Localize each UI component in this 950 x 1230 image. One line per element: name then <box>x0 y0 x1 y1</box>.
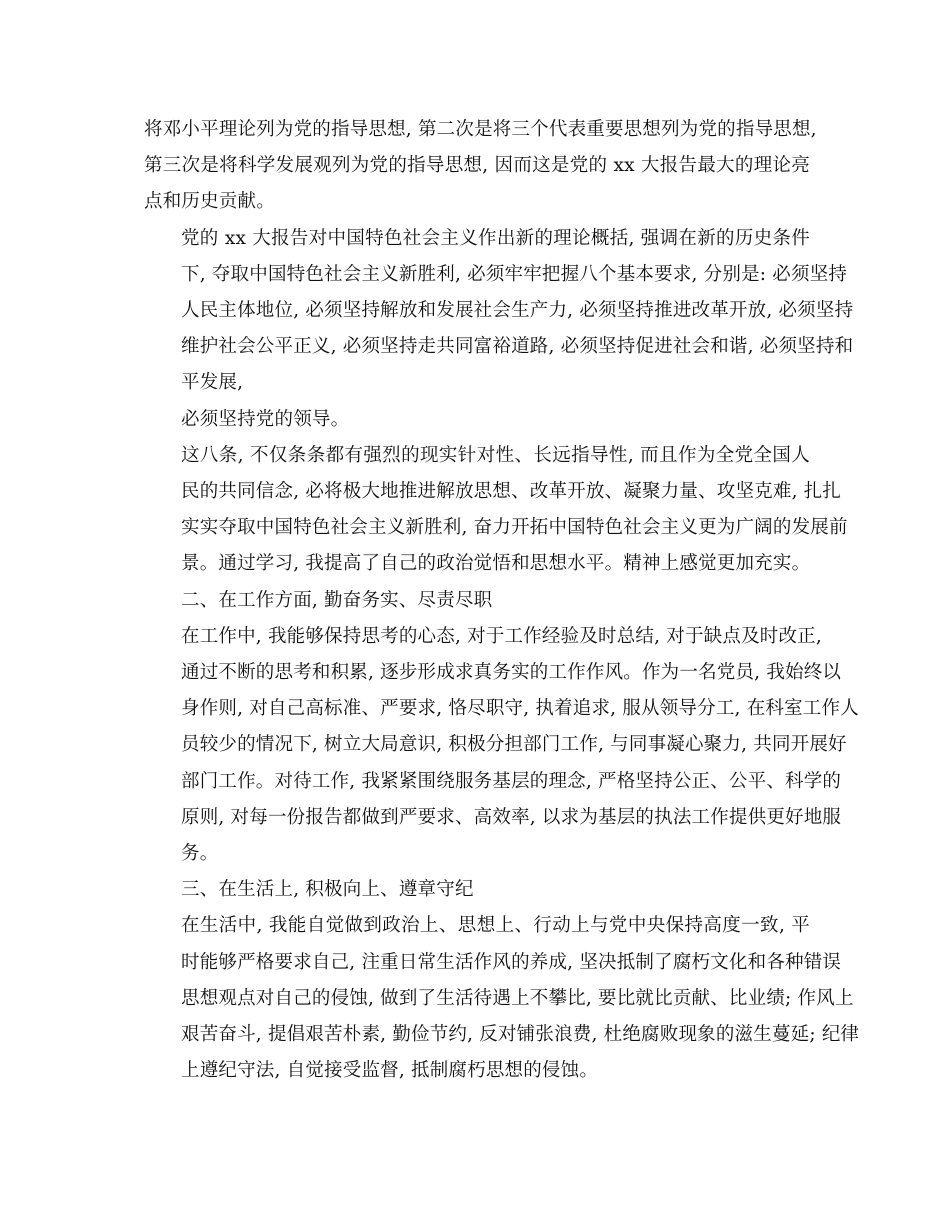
text-line: 通过不断的思考和积累, 逐步形成求真务实的工作作风。作为一名党员, 我始终以 <box>181 662 842 684</box>
text-line: 这八条, 不仅条条都有强烈的现实针对性、长远指导性, 而且作为全党全国人 <box>181 444 810 466</box>
text-line: 身作则, 对自己高标准、严要求, 恪尽职守, 执着追求, 服从领导分工, 在科室工作人 <box>181 698 859 720</box>
text-line: 三、在生活上, 积极向上、遵章守纪 <box>181 879 474 901</box>
text-line: 务。 <box>181 843 219 865</box>
text-line: 实实夺取中国特色社会主义新胜利, 奋力开拓中国特色社会主义更为广阔的发展前 <box>181 517 848 539</box>
text-line: 在生活中, 我能自觉做到政治上、思想上、行动上与党中央保持高度一致, 平 <box>181 915 810 937</box>
text-line: 人民主体地位, 必须坚持解放和发展社会生产力, 必须坚持推进改革开放, 必须坚持 <box>181 300 854 322</box>
paragraph <box>144 872 810 908</box>
text-line: 点和历史贡献。 <box>144 191 275 213</box>
text-line: 景。通过学习, 我提高了自己的政治觉悟和思想水平。精神上感觉更加充实。 <box>181 553 811 575</box>
text-line: 第三次是将科学发展观列为党的指导思想, 因而这是党的 xx 大报告最大的理论亮 <box>144 155 810 177</box>
text-line: 必须坚持党的领导。 <box>181 408 350 430</box>
text-line: 员较少的情况下, 树立大局意识, 积极分担部门工作, 与同事凝心聚力, 共同开展好 <box>181 734 847 756</box>
text-line: 上遵纪守法, 自觉接受监督, 抵制腐朽思想的侵蚀。 <box>181 1060 599 1082</box>
paragraph <box>144 908 860 1089</box>
text-line: 二、在工作方面, 勤奋务实、尽责尽职 <box>181 589 493 611</box>
text-line: 民的共同信念, 必将极大地推进解放思想、改革开放、凝聚力量、攻坚克难, 扎扎 <box>181 481 842 503</box>
text-line: 在工作中, 我能够保持思考的心态, 对于工作经验及时总结, 对于缺点及时改正, <box>181 625 822 647</box>
paragraph <box>144 112 817 221</box>
text-line: 艰苦奋斗, 提倡艰苦朴素, 勤俭节约, 反对铺张浪费, 杜绝腐败现象的滋生蔓延; 纪律 <box>181 1024 860 1046</box>
text-line: 党的 xx 大报告对中国特色社会主义作出新的理论概括, 强调在新的历史条件 <box>181 227 810 249</box>
text-line: 部门工作。对待工作, 我紧紧围绕服务基层的理念, 严格坚持公正、公平、科学的 <box>181 770 842 792</box>
text-line: 维护社会公平正义, 必须坚持走共同富裕道路, 必须坚持促进社会和谐, 必须坚持和 <box>181 336 854 358</box>
text-line: 思想观点对自己的侵蚀, 做到了生活待遇上不攀比, 要比就比贡献、比业绩; 作风上 <box>181 987 854 1009</box>
paragraph <box>144 619 859 872</box>
text-line: 平发展, <box>181 372 244 394</box>
text-line: 将邓小平理论列为党的指导思想, 第二次是将三个代表重要思想列为党的指导思想, <box>144 119 817 140</box>
paragraph <box>144 221 854 402</box>
document-page <box>144 112 860 1089</box>
paragraph <box>144 438 848 583</box>
paragraph <box>144 583 810 619</box>
text-line: 原则, 对每一份报告都做到严要求、高效率, 以求为基层的执法工作提供更好地服 <box>181 806 842 828</box>
text-line: 下, 夺取中国特色社会主义新胜利, 必须牢牢把握八个基本要求, 分别是: 必须坚持 <box>181 263 848 285</box>
text-line: 时能够严格要求自己, 注重日常生活作风的养成, 坚决抵制了腐朽文化和各种错误 <box>181 951 842 973</box>
paragraph <box>144 402 810 438</box>
